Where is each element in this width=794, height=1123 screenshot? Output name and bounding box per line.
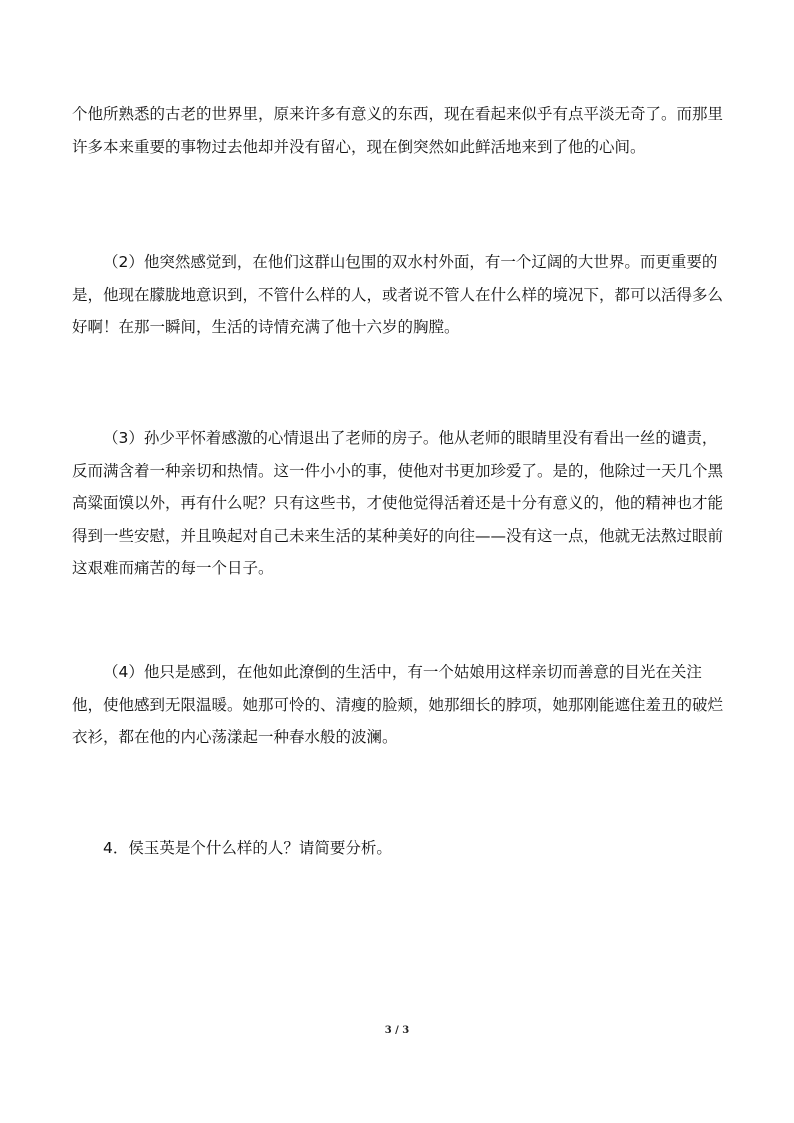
question-4: 4．侯玉英是个什么样的人？请简要分析。 xyxy=(103,839,392,857)
paragraph-4: （4）他只是感到，在他如此潦倒的生活中，有一个姑娘用这样亲切而善意的目光在关注他，使他感到无限温暖。她那可怜的、清瘦的脸颊，她那细长的脖项，她那刚能遮住羞丑的破烂衣衫，都在他的内心荡漾起一种春水般的波澜。 xyxy=(72,663,724,746)
paragraph-2: （2）他突然感觉到，在他们这群山包围的双水村外面，有一个辽阔的大世界。而更重要的是，他现在朦胧地意识到，不管什么样的人，或者说不管人在什么样的境况下，都可以活得多么好啊！在那一瞬间，生活的诗情充满了他十六岁的胸膛。 xyxy=(72,253,724,336)
paragraph-intro: 个他所熟悉的古老的世界里，原来许多有意义的东西，现在看起来似乎有点平淡无奇了。而那里许多本来重要的事物过去他却并没有留心，现在倒突然如此鲜活地来到了他的心间。 xyxy=(72,105,724,156)
page-number: 3 / 3 xyxy=(384,1025,410,1036)
paragraph-3: （3）孙少平怀着感激的心情退出了老师的房子。他从老师的眼睛里没有看出一丝的谴责，反而满含着一种亲切和热情。这一件小小的事，使他对书更加珍爱了。是的，他除过一天几个黑高粱面馍以外，再有什么呢？只有这些书，才使他觉得活着还是十分有意义的，他的精神也才能得到一些安慰，并且唤起对自己未来生活的某种美好的向往——没有这一点，他就无法熬过眼前这艰难而痛苦的每一个日子。 xyxy=(72,429,724,577)
